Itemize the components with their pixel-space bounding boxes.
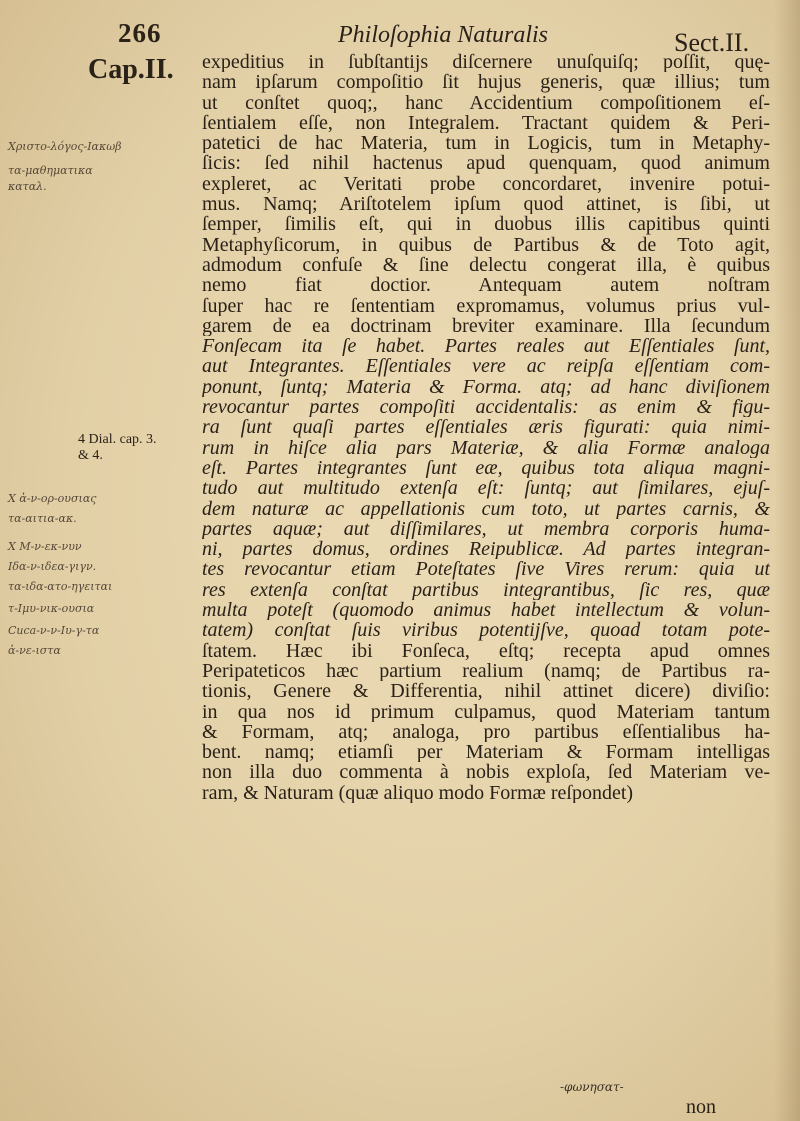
text-line: Fonſecam ita ſe habet. Partes reales aut Eſſentiales ſunt, [202, 336, 770, 357]
chapter-label: Cap.II. [88, 54, 174, 85]
text-line: Metaphyſicorum, in quibus de Partibus & de Toto agit, [202, 234, 770, 255]
text-line: nemo fiat doctior. Antequam autem noſtram [202, 275, 770, 296]
text-line: ſuper hac re ſententiam expromamus, volumus prius vul- [202, 295, 770, 316]
text-line: admodum confuſe & ſine delectu congerat illa, è quibus [202, 254, 770, 276]
text-line: ſtatem. Hæc ibi Fonſeca, eſtq; recepta apud omnes [202, 640, 770, 661]
margin-reference: 4 Dial. cap. 3. & 4. [78, 432, 157, 463]
text-line: revocantur partes compoſiti accidentalis: as enim & figu- [202, 397, 770, 418]
marginal-note: τα-αιτια-ακ. [8, 512, 77, 525]
text-line: ram, & Naturam (quæ aliquo modo Formæ reſpondet) [202, 782, 634, 803]
marginal-note: τα-ιδα-ατο-ηγειται [8, 580, 113, 593]
page-number: 266 [118, 18, 162, 48]
body-text [202, 52, 770, 803]
text-line: patetici de hac Materia, tum in Logicis, tum in Metaphy- [202, 133, 770, 154]
text-line: bent. namq; etiamſi per Materiam & Formam intelligas [202, 742, 770, 763]
catchword: non [686, 1096, 716, 1118]
text-line: ſicis: ſed nihil hactenus apud quenquam, quod animum [202, 153, 770, 174]
text-line: Peripateticos hæc partium realium (namq; de Partibus ra- [202, 660, 770, 682]
section-label: Sect.II. [674, 28, 750, 57]
marginal-note: Χ ἀ-ν-ορ-ουσιας [8, 492, 97, 505]
text-line: dem naturæ ac appellationis cum toto, ut partes carnis, & [202, 498, 770, 519]
marginal-note: τα-μαθηματικα [8, 164, 93, 177]
running-title: Philoſophia Naturalis [338, 22, 549, 48]
bottom-scribble: -φωνησατ- [560, 1080, 624, 1094]
marginal-note: καταλ. [8, 180, 47, 193]
text-line: in qua nos id primum culpamus, quod Materiam tantum [202, 701, 770, 722]
text-line: tudo aut multitudo extenſa eſt: ſuntq; aut ſimilares, ejuſ- [202, 478, 770, 499]
text-line: eſt. Partes integrantes ſunt eæ, quibus tota aliqua magni- [202, 457, 770, 479]
text-line: rum in hiſce alia pars Materiæ, & alia Formæ analoga [202, 437, 770, 458]
text-line: expleret, ac Veritati probe concordaret, invenire potui- [202, 173, 770, 195]
text-line: res extenſa conſtat partibus integrantibus, ſic res, quæ [202, 579, 770, 601]
text-line: nam ipſarum compoſitio ſit hujus generis, quæ illius; tum [202, 72, 770, 93]
text-line: & Formam, atq; analoga, pro partibus eſſentialibus ha- [202, 721, 770, 743]
text-line: mus. Namq; Ariſtotelem ipſum quod attinet, is ſibi, ut [202, 194, 770, 215]
marginal-note: Χ Μ-ν-εκ-νυν [8, 540, 82, 553]
text-line: ſemper, ſimilis eſt, qui in duobus illis capitibus quinti [202, 214, 770, 235]
text-line: ni, partes domus, ordines Reipublicæ. Ad partes integran- [202, 539, 770, 560]
text-line: multa poteſt (quomodo animus habet intellectum & volun- [202, 600, 770, 621]
text-line: expeditius in ſubſtantijs diſcernere unuſquiſq; poſſit, quę- [202, 52, 770, 73]
text-line: ponunt, ſuntq; Materia & Forma. atq; ad hanc diviſionem [202, 376, 770, 398]
text-line: ra ſunt quaſi partes eſſentiales æris figurati: quia nimi- [202, 417, 770, 438]
marginal-note: Cuca-ν-ν-Ιυ-γ-τα [8, 624, 100, 637]
text-line: ſentialem eſſe, non Integralem. Tractant quidem & Peri- [202, 112, 770, 134]
marginal-note: Χριστο-λόγος-Ιακωβ [8, 140, 122, 153]
text-line: non illa duo commenta à nobis exploſa, ſed Materiam ve- [202, 762, 770, 783]
marginal-note: Ιδα-ν-ιδεα-γιγν. [8, 560, 97, 573]
text-line: partes aquæ; aut diſſimilares, ut membra corporis huma- [202, 518, 770, 540]
text-line: tatem) conſtat ſuis viribus potentijſve, quoad totam pote- [202, 620, 770, 641]
text-line: tionis, Genere & Differentia, nihil attinet dicere) diviſio: [202, 681, 770, 702]
text-line: tes revocantur etiam Poteſtates ſive Vires rerum: quia ut [202, 559, 770, 580]
page-edge-shadow [774, 0, 800, 1121]
marginal-note: ἀ-νε-ιστα [8, 644, 61, 657]
text-line: aut Integrantes. Eſſentiales vere ac reipſa eſſentiam com- [202, 356, 770, 377]
marginal-note: τ-Ιμυ-νικ-ουσια [8, 602, 95, 615]
text-line: garem de ea doctrinam breviter examinare. Illa ſecundum [202, 315, 770, 337]
text-line: ut conſtet quoq;, hanc Accidentium compoſitionem eſ- [202, 92, 770, 113]
